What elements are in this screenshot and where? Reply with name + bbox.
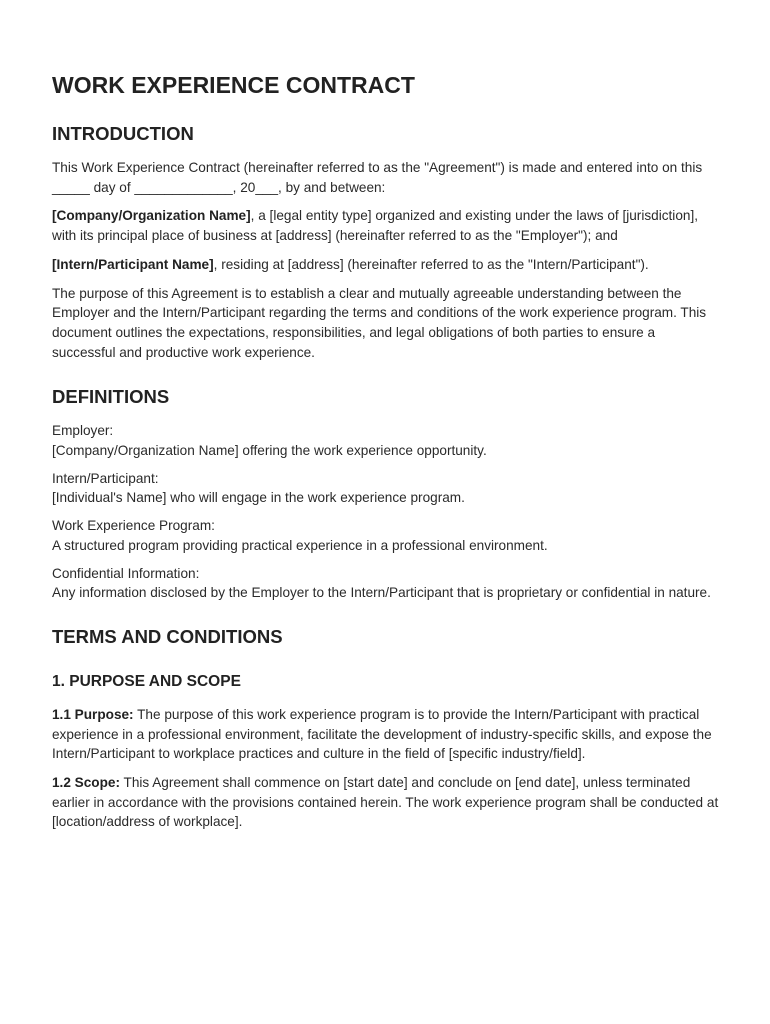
company-party-details: , a [legal entity type] organized and existing under the laws of [jurisdiction], with its principal place of business at [address] (hereinafter referred to as the "Employer"); and [52,208,698,244]
section-spacer [52,371,722,385]
definition-confidential [52,564,722,603]
intern-name-placeholder: [Intern/Participant Name] [52,256,214,272]
definition-employer [52,421,722,460]
definition-term: Employer: [52,423,114,439]
purpose-scope-heading: 1. PURPOSE AND SCOPE [52,672,241,690]
purpose-paragraph: The purpose of this Agreement is to establish a clear and mutually agreeable understanding between the Employer and the Intern/Participant regarding the terms and conditions of the work experience program. This document outlines the expectations, responsibilities, and legal obligations of both parties to ensure a successful and productive work experience. [52,285,707,360]
definition-description: A structured program providing practical experience in a professional environment. [52,537,548,553]
company-party-paragraph [52,206,722,245]
clause-1-2-label: 1.2 Scope: [52,775,120,791]
definition-term: Confidential Information: [52,565,200,581]
clause-1-2 [52,773,722,832]
intern-party-details: , residing at [address] (hereinafter referred to as the "Intern/Participant"). [213,256,649,272]
clause-1-1-label: 1.1 Purpose: [52,706,134,722]
section-spacer [52,611,722,625]
introduction-paragraph: This Work Experience Contract (hereinafter referred to as the "Agreement") is made and entered into on this _____ day of _____________, 20___, by and between: [52,160,703,195]
contract-document [52,70,722,841]
definition-program [52,516,722,555]
company-name-placeholder: [Company/Organization Name] [52,208,251,224]
definition-term: Intern/Participant: [52,470,159,486]
definitions-heading: DEFINITIONS [52,386,170,408]
introduction-heading: INTRODUCTION [52,123,194,144]
clause-1-2-text: This Agreement shall commence on [start date] and conclude on [end date], unless terminated earlier in accordance with the provisions contained herein. The work experience program shall be conducted at [location/address of workplace]. [52,775,719,830]
definition-intern [52,469,722,508]
definition-term: Work Experience Program: [52,518,215,534]
terms-heading: TERMS AND CONDITIONS [52,625,283,647]
document-title: WORK EXPERIENCE CONTRACT [52,72,415,98]
definition-description: Any information disclosed by the Employer to the Intern/Participant that is proprietary or confidential in nature. [52,585,711,601]
intern-party-paragraph [52,255,722,275]
definition-description: [Individual's Name] who will engage in the work experience program. [52,490,465,506]
clause-1-1 [52,705,722,764]
definition-description: [Company/Organization Name] offering the work experience opportunity. [52,443,487,459]
clause-1-1-text: The purpose of this work experience program is to provide the Intern/Participant with practical experience in a professional environment, facilitate the development of industry-specific skills, and expose the Intern/Participant to workplace practices and culture in the field of [specific industry/field]. [52,706,712,762]
